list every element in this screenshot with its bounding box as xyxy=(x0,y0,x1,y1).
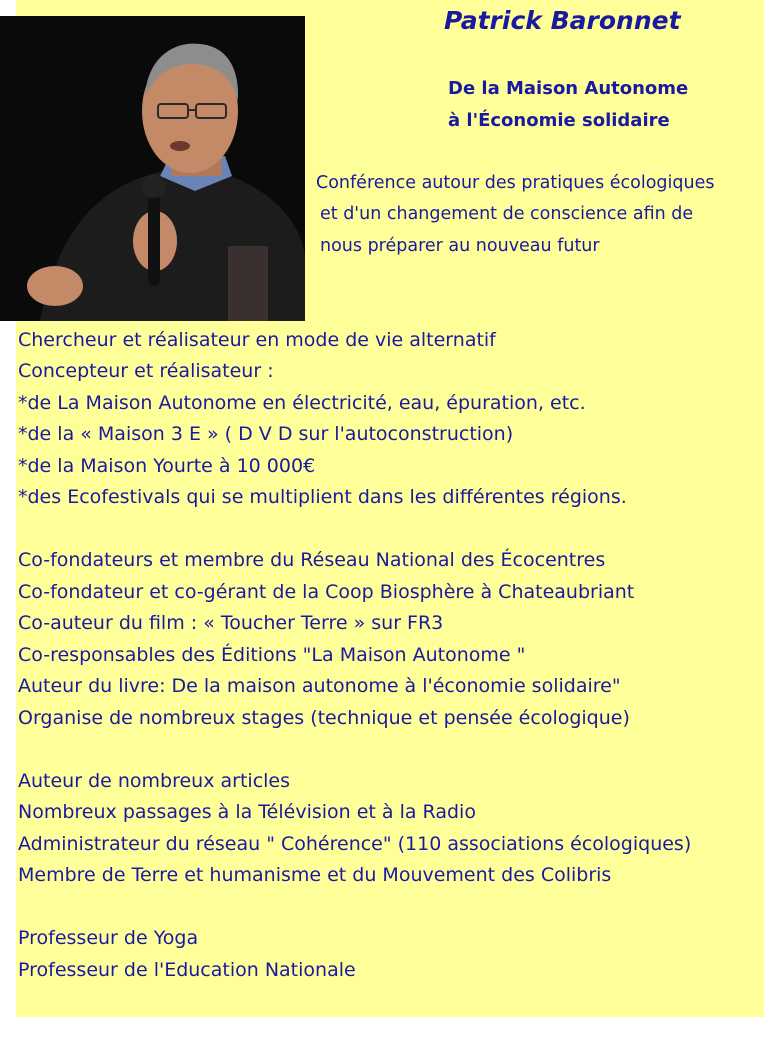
intro-line-2: et d'un changement de conscience afin de xyxy=(320,204,694,224)
bio-line: *de la « Maison 3 E » ( D V D sur l'autoconstruction) xyxy=(18,423,514,445)
bio-line: Co-auteur du film : « Toucher Terre » sur FR3 xyxy=(18,612,444,634)
bio-line: Administrateur du réseau " Cohérence" (110 associations écologiques) xyxy=(18,833,692,855)
bio-line: Concepteur et réalisateur : xyxy=(18,360,274,382)
bio-line: Co-fondateur et co-gérant de la Coop Biosphère à Chateaubriant xyxy=(18,581,635,603)
bio-line: Professeur de Yoga xyxy=(18,927,199,949)
bio-line: Co-fondateurs et membre du Réseau National des Écocentres xyxy=(18,549,606,571)
intro-line-3: nous préparer au nouveau futur xyxy=(320,236,600,256)
bio-line: Chercheur et réalisateur en mode de vie alternatif xyxy=(18,329,496,351)
subtitle-line-1: De la Maison Autonome xyxy=(448,78,689,99)
bio-line: Auteur de nombreux articles xyxy=(18,770,291,792)
portrait-illustration xyxy=(0,16,305,321)
bio-line: Co-responsables des Éditions "La Maison Autonome " xyxy=(18,644,526,666)
bio-line: Auteur du livre: De la maison autonome à l'économie solidaire" xyxy=(18,675,621,697)
bio-line: *des Ecofestivals qui se multiplient dans les différentes régions. xyxy=(18,486,627,508)
bio-line: *de la Maison Yourte à 10 000€ xyxy=(18,455,316,477)
bio-line: Membre de Terre et humanisme et du Mouvement des Colibris xyxy=(18,864,612,886)
bio-line: Professeur de l'Education Nationale xyxy=(18,959,356,981)
subtitle-line-2: à l'Économie solidaire xyxy=(448,110,670,131)
bio-line: Nombreux passages à la Télévision et à la Radio xyxy=(18,801,476,823)
intro-line-1: Conférence autour des pratiques écologiques xyxy=(316,173,715,193)
bio-line: Organise de nombreux stages (technique et pensée écologique) xyxy=(18,707,630,729)
page-title: Patrick Baronnet xyxy=(444,6,681,35)
portrait-photo xyxy=(0,16,305,321)
bio-line: *de La Maison Autonome en électricité, eau, épuration, etc. xyxy=(18,392,586,414)
